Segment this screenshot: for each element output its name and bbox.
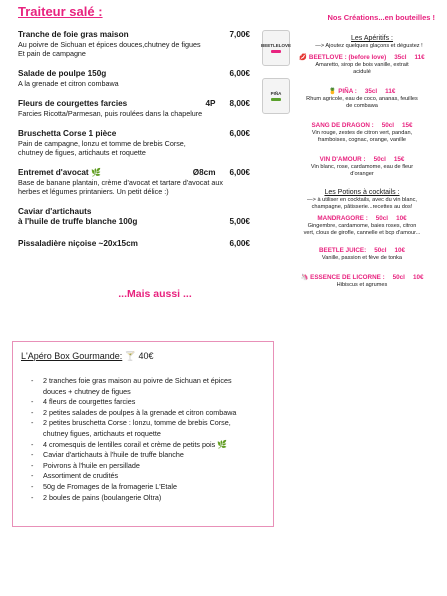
drink-mandragore [283,215,441,237]
drink-desc: framboises, cognac, orange, vanille [318,137,406,143]
drink-name: PIÑA : [338,88,357,95]
list-item: - 4 cromesquis de lentilles corail et crème de petits pois 🌿 [31,439,228,449]
dishes-list [18,30,250,260]
drink-name: VIN D'AMOUR : [319,156,366,163]
dish-price: 6,00€ [229,129,250,138]
dish-bruschetta [18,129,250,157]
drink-desc: Hibiscus et agrumes [336,282,388,288]
drink-desc: Vanille, passion et fève de tonka [321,255,403,261]
drink-desc: vert, clous de girofle, cannelle et bcp d'amour... [303,230,421,236]
drink-desc: Rhum agricole, eau de coco, ananas, feuilles [306,96,418,102]
bottle-label: BEETLELOVE [261,43,292,48]
drink-beetle-juice [283,247,441,262]
aperitifs-heading: Les Apéritifs : [350,35,394,42]
drink-desc: Vin rouge, zestes de citron vert, pandan, [311,130,413,136]
potions-heading: Les Potions à cocktails : [324,189,400,196]
dish-name: Pissaladière niçoise ~20x15cm [18,239,138,248]
dish-price: 8,00€ [229,99,250,108]
dish-desc: chutney de figues, artichauts et roquette [18,148,146,157]
dish-desc: A la grenade et citron combawa [18,79,119,88]
dish-name: Entremet d'avocat [18,168,89,177]
aperitifs-note: —> Ajoutez quelques glaçons et dégustez ! [315,43,423,49]
drink-sang-de-dragon [283,122,441,144]
drink-price: 10€ [412,274,424,281]
drink-desc: Gingembre, cardamome, baies roses, citron [307,223,417,229]
dish-price: 6,00€ [229,168,250,177]
dish-name: Fleurs de courgettes farcies [18,99,128,108]
drink-desc: d'oranger [350,171,374,177]
dish-desc: Et pain de campagne [18,49,86,58]
list-item: - Caviar d'artichauts à l'huile de truffe blanche [31,450,184,460]
drink-pina [283,88,441,110]
drinks-section [283,13,441,289]
drink-price: 10€ [394,247,405,254]
drink-price: 11€ [385,88,396,95]
dish-price: 7,00€ [229,30,250,39]
apero-box-name: L'Apéro Box Gourmande: [21,351,123,361]
dish-name: à l'huile de truffe blanche 100g [18,217,138,226]
dish-desc: Base de banane plantain, crème d'avocat et tartare d'avocat aux [18,178,223,187]
page-title: Traiteur salé : [18,4,103,19]
dish-name: Salade de poulpe 150g [18,69,107,78]
drinks-title: Nos Créations...en bouteilles ! [327,13,435,22]
list-item: - 2 boules de pains (boulangerie Oltra) [31,492,162,502]
apero-box [12,341,274,527]
drink-essence-de-licorne [283,274,441,289]
drink-volume: 50cl [392,274,405,281]
list-item: - 2 petites salades de poulpes à la grenade et citron combawa [31,407,237,417]
dish-price: 5,00€ [229,217,250,226]
lips-icon [271,50,281,53]
drink-desc: Vin blanc, rose, cardamome, eau de fleur [310,164,414,170]
dish-desc: Pain de campagne, lonzu et tomme de brebis Corse, [18,139,186,148]
list-item: - 2 tranches foie gras maison au poivre de Sichuan et épices [31,376,232,385]
drink-name: SANG DE DRAGON : [311,122,374,129]
drink-desc: de combawa [346,103,378,109]
leaf-icon: 🌿 [90,168,101,177]
dish-desc: Au poivre de Sichuan et épices douces,chutney de figues [18,40,201,49]
dish-caviar-artichauts [18,207,250,227]
dish-pissaladiere [18,239,250,249]
drink-vin-d-amour [283,156,441,178]
dish-desc: herbes et légumes printaniers. Un petit délice :) [18,187,169,196]
list-item: - Poivrons à l'huile en persillade [31,460,140,470]
cocktail-glass-icon: 🍸 [124,351,137,361]
mais-aussi-heading: ...Mais aussi ... [118,288,192,300]
dish-fleurs-courgettes [18,99,250,118]
drink-price: 11€ [414,54,425,61]
drink-price: 15€ [402,122,413,129]
potions-note: champagne, pâtisserie...recettes au dos! [311,204,413,210]
drink-desc: acidulé [353,69,371,75]
dish-desc: Farcies Ricotta/Parmesan, puis roulées dans la chapelure [18,109,203,118]
list-item: - Assortiment de crudités [31,471,119,481]
drink-price: 10€ [396,215,407,222]
drink-name: MANDRAGORE : [317,215,368,222]
dish-name: Caviar d'artichauts [18,207,92,216]
drink-beetlove [283,54,441,76]
dish-name: Tranche de foie gras maison [18,30,129,39]
dish-quantity: 4P [205,99,216,108]
list-item: - 4 fleurs de courgettes farcies [31,397,136,407]
apero-box-price: 40€ [138,351,154,361]
dish-price: 6,00€ [229,69,250,78]
drink-volume: 35cl [364,88,378,95]
drink-volume: 35cl [394,54,407,61]
drink-price: 15€ [393,156,405,163]
list-item: - 50g de Fromages de la fromagerie L'Etale [31,481,178,491]
drink-volume: 50cl [373,156,386,163]
drink-desc: Amaretto, sirop de bois vanille, extrait [315,62,409,68]
drink-name: BEETLOVE : (before love) [308,54,387,61]
dish-foie-gras [18,30,250,58]
potions-note: —> à utiliser en cocktails, avec du vin blanc, [307,197,417,203]
leaf-icon: 🌿 [217,439,228,449]
bottle-label: PIÑA [270,91,282,96]
unicorn-icon: 🦄 [300,274,309,281]
dish-name: Bruschetta Corse 1 pièce [18,129,117,138]
apero-box-items [21,376,265,503]
dish-entremet-avocat [18,168,250,196]
drink-volume: 50cl [374,247,387,254]
list-item: douces + chutney de figues [43,386,131,396]
drink-name: ESSENCE DE LICORNE : [310,274,385,281]
drink-volume: 50cl [381,122,395,129]
list-item: chutney figues, artichauts et roquette [43,428,161,438]
dish-size: Ø8cm [192,168,216,177]
apero-box-title [21,351,265,362]
lips-icon: 💋 [299,54,308,61]
list-item: - 2 petites bruschetta Corse : lonzu, tomme de brebis Corse, [31,418,231,428]
dish-salade-poulpe [18,69,250,88]
drink-volume: 50cl [375,215,389,222]
drink-name: BEETLE JUICE: [318,247,367,254]
pineapple-icon: 🍍 [328,88,337,95]
dish-price: 6,00€ [229,239,250,248]
pineapple-icon [271,98,281,101]
